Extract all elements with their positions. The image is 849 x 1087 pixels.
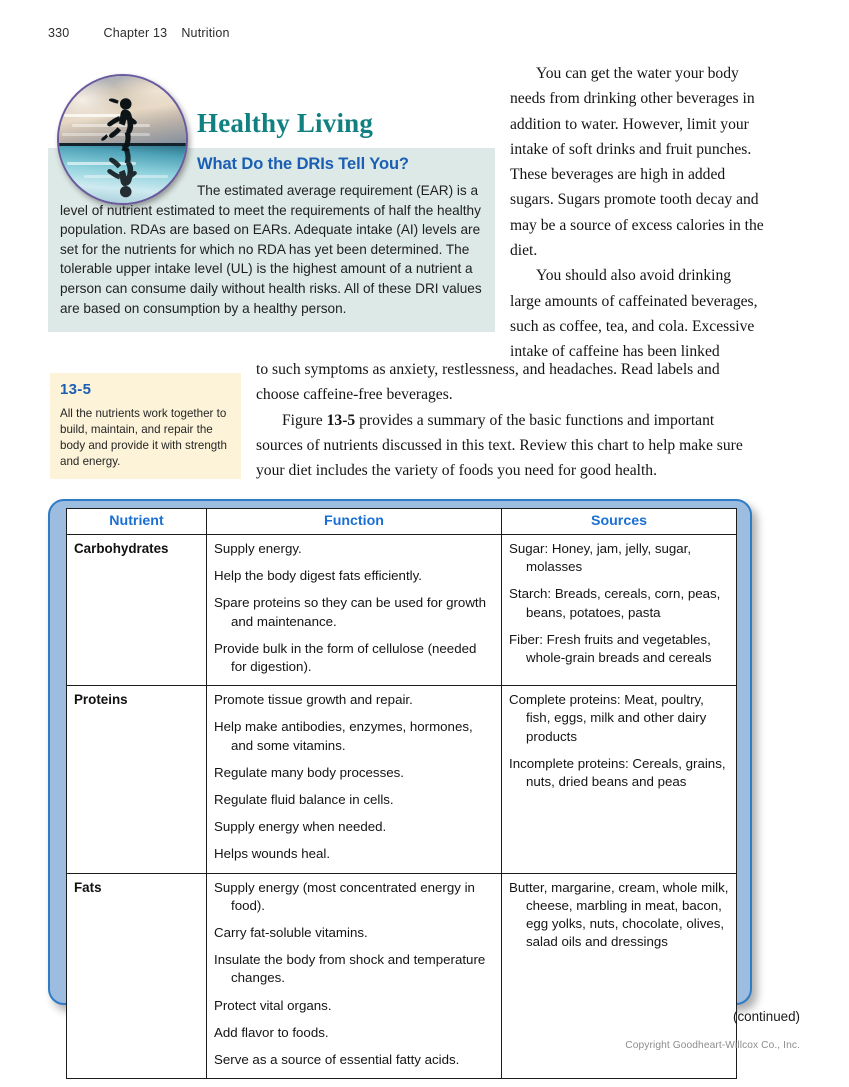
list-item: Supply energy. — [214, 541, 302, 556]
section-label: Nutrition — [181, 26, 230, 40]
list-item: Regulate many body processes. — [214, 764, 404, 780]
nutrient-name: Fats — [74, 879, 102, 895]
copyright-notice: Copyright Goodheart-Willcox Co., Inc. — [625, 1040, 800, 1051]
figure-ref-rest: provides a summary of the basic functions and important sources of nutrients discussed in this text. Review this chart to help make sure your diet includes the variety of foods you need for good health. — [256, 411, 743, 480]
list-item: Regulate fluid balance in cells. — [214, 792, 394, 808]
list-item: Sugar: Honey, jam, jelly, sugar, molasses — [509, 541, 692, 575]
table-row — [67, 686, 737, 873]
column-header-nutrient: Nutrient — [67, 509, 207, 535]
list-item: Helps wounds heal. — [214, 846, 331, 862]
list-item: Starch: Breads, cereals, corn, peas, beans, potatoes, pasta — [509, 586, 721, 620]
list-item: Supply energy (most concentrated energy in food). — [214, 879, 475, 913]
figure-caption-number: 13-5 — [60, 381, 92, 398]
table-header-row — [67, 509, 737, 535]
figure-caption-text: All the nutrients work together to build, maintain, and repair the body and provide it with strength and energy. — [60, 407, 227, 469]
nutrient-name: Carbohydrates — [74, 541, 169, 556]
list-item: Protect vital organs. — [214, 997, 332, 1013]
healthy-living-body-text: The estimated average requirement (EAR) is a level of nutrient estimated to meet the requirements of half the healthy population. RDAs are based on EARs. Adequate intake (AI) levels are set for the nutrients for which no RDA has yet been determined. The tolerable upper intake level (UL) is the highest amount of a nutrient a person can consume daily without health risks. All of these DRI values are based on consumption by a healthy person. — [60, 183, 482, 316]
running-head — [48, 26, 230, 40]
list-item: Incomplete proteins: Cereals, grains, nuts, dried beans and peas — [509, 755, 726, 790]
list-item: Fiber: Fresh fruits and vegetables, whole-grain breads and cereals — [509, 631, 712, 666]
cell-nutrient — [67, 535, 207, 686]
cell-function — [207, 686, 502, 873]
list-item: Serve as a source of essential fatty acids. — [214, 1052, 460, 1068]
function-list — [214, 540, 495, 676]
nutrient-table — [66, 508, 737, 1079]
sources-list — [509, 691, 730, 791]
nutrient-name: Proteins — [74, 692, 128, 708]
sources-list — [509, 879, 730, 952]
list-item: Complete proteins: Meat, poultry, fish, eggs, milk and other dairy products — [509, 692, 707, 744]
list-item: Help make antibodies, enzymes, hormones, and some vitamins. — [214, 719, 473, 753]
figure-caption-box — [50, 373, 241, 479]
function-list — [214, 691, 495, 863]
list-item: Add flavor to foods. — [214, 1024, 329, 1040]
figure-ref-number: 13-5 — [326, 411, 356, 429]
cell-sources — [502, 535, 737, 686]
cell-sources — [502, 686, 737, 873]
list-item: Help the body digest fats efficiently. — [214, 568, 422, 584]
sources-list — [509, 540, 730, 667]
list-item: Spare proteins so they can be used for growth and maintenance. — [214, 595, 487, 629]
list-item: Promote tissue growth and repair. — [214, 692, 413, 708]
cell-nutrient — [67, 686, 207, 873]
continued-label: (continued) — [733, 1009, 800, 1024]
healthy-living-title: Healthy Living — [197, 108, 374, 138]
list-item: Carry fat-soluble vitamins. — [214, 925, 368, 941]
paragraph: You should also avoid drinking large amounts of caffeinated beverages, such as coffee, tea, and cola. Excessive intake of caffeine has been linked — [510, 267, 758, 361]
table-row — [67, 535, 737, 686]
figure-reference-paragraph — [256, 408, 756, 484]
right-column-text — [510, 61, 765, 365]
healthy-living-body — [60, 181, 485, 318]
healthy-living-subtitle: What Do the DRIs Tell You? — [197, 155, 409, 173]
list-item: Supply energy when needed. — [214, 819, 387, 835]
list-item: Provide bulk in the form of cellulose (needed for digestion). — [214, 640, 477, 675]
paragraph: to such symptoms as anxiety, restlessness, and headaches. Read labels and choose caffeine-free beverages. — [256, 361, 720, 404]
page-number: 330 — [48, 26, 70, 40]
chapter-label: Chapter 13 — [103, 26, 168, 40]
list-item: Insulate the body from shock and temperature changes. — [214, 952, 486, 986]
cell-function — [207, 535, 502, 686]
paragraph: You can get the water your body needs from drinking other beverages in addition to water. However, limit your intake of soft drinks and fruit punches. These beverages are high in added sugars. Sugars promote tooth decay and may be a source of excess calories in the diet. — [510, 65, 764, 260]
column-header-function: Function — [207, 509, 502, 535]
list-item: Butter, margarine, cream, whole milk, cheese, marbling in meat, bacon, egg yolks, nuts, chocolate, olives, salad oils and dressings — [509, 879, 729, 950]
column-header-sources: Sources — [502, 509, 737, 535]
wide-column-text — [256, 357, 756, 483]
figure-ref-prefix: Figure — [282, 411, 327, 429]
